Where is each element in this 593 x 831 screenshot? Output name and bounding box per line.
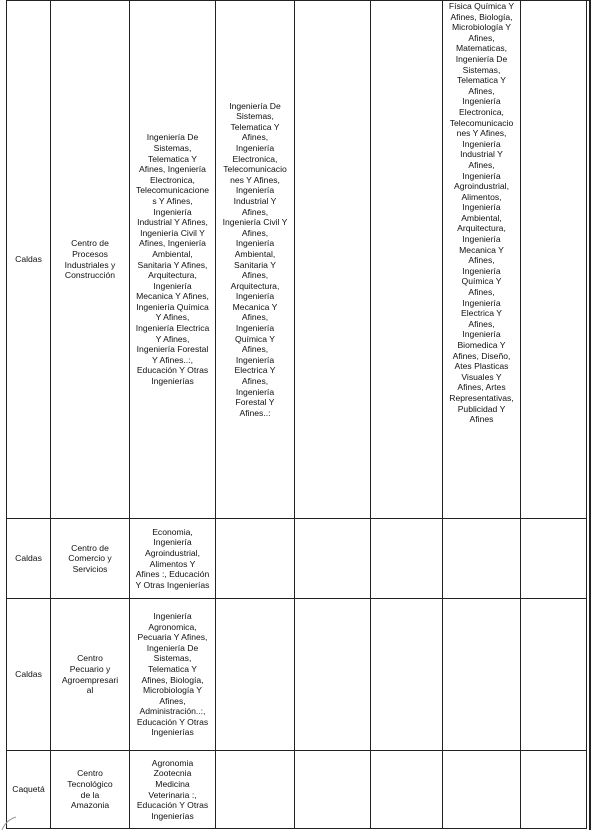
empty-cell — [521, 751, 587, 829]
table-row — [7, 751, 587, 829]
programs-cell: Física Química Y Afines, Biología, Microbiología Y Afines, Matematicas, Ingeniería De Sistemas, Telematica Y Afines, Ingeniería Electronica, Telecomunicacio nes Y Afines, Ingeniería Industrial Y Afines, Ingeniería Agroindustrial, Alimentos, Ingeniería Ambiental, Arquitectura, Ingeniería Mecanica Y Afines, Ingeniería Química Y Afines, Ingeniería Electrica Y Afines, Ingeniería Biomedica Y Afines, Diseño, Ates Plasticas Visuales Y Afines, Artes Representativas, Publicidad Y Afines — [443, 1, 521, 519]
empty-cell — [216, 751, 295, 829]
empty-cell — [295, 519, 371, 599]
empty-cell — [443, 751, 521, 829]
empty-cell — [371, 519, 443, 599]
training-center-cell: Centro de Procesos Industriales y Construcción — [51, 1, 130, 519]
training-center-cell: Centro Pecuario y Agroempresari al — [51, 599, 130, 751]
empty-cell — [295, 1, 371, 519]
department-cell: Caquetá — [7, 751, 51, 829]
empty-cell — [521, 519, 587, 599]
programs-cell: Ingeniería De Sistemas, Telematica Y Afines, Ingeniería Electronica, Telecomunicacione s Y Afines, Ingeniería Industrial Y Afines, Ingeniería Civil Y Afines, Ingeniería Ambiental, Sanitaria Y Afines, Arquitectura, Ingeniería Mecanica Y Afines, Ingeniería Química Y Afines, Ingeniería Electrica Y Afines, Ingeniería Forestal Y Afines..:, Educación Y Otras Ingenierías — [130, 1, 216, 519]
empty-cell — [521, 599, 587, 751]
table-row — [7, 599, 587, 751]
empty-cell — [371, 599, 443, 751]
empty-cell — [371, 751, 443, 829]
programs-table — [6, 0, 587, 829]
empty-cell — [216, 599, 295, 751]
department-cell: Caldas — [7, 519, 51, 599]
table-row — [7, 519, 587, 599]
page-edge-line — [589, 0, 591, 830]
empty-cell — [521, 1, 587, 519]
empty-cell — [216, 519, 295, 599]
programs-cell: Ingeniería De Sistemas, Telematica Y Afines, Ingeniería Electronica, Telecomunicacio nes Y Afines, Ingeniería Industrial Y Afines, Ingeniería Civil Y Afines, Ingeniería Ambiental, Sanitaria Y Afines, Arquitectura, Ingeniería Mecanica Y Afines, Ingeniería Química Y Afines, Ingeniería Electrica Y Afines, Ingeniería Forestal Y Afines..: — [216, 1, 295, 519]
programs-cell: Economia, Ingeniería Agroindustrial, Alimentos Y Afines :, Educación Y Otras Ingenierías — [130, 519, 216, 599]
empty-cell — [371, 1, 443, 519]
department-cell: Caldas — [7, 1, 51, 519]
empty-cell — [295, 599, 371, 751]
training-center-cell: Centro de Comercio y Servicios — [51, 519, 130, 599]
department-cell: Caldas — [7, 599, 51, 751]
programs-cell: Ingeniería Agronomica, Pecuaria Y Afines, Ingeniería De Sistemas, Telematica Y Afines, Biología, Microbiología Y Afines, Administración..:, Educación Y Otras Ingenierías — [130, 599, 216, 751]
programs-cell: Agronomia Zootecnia Medicina Veterinaria :, Educación Y Otras Ingenierías — [130, 751, 216, 829]
empty-cell — [443, 519, 521, 599]
empty-cell — [443, 599, 521, 751]
table-row — [7, 1, 587, 519]
scan-artifact-mark — [0, 814, 22, 831]
empty-cell — [295, 751, 371, 829]
training-center-cell: Centro Tecnológico de la Amazonia — [51, 751, 130, 829]
